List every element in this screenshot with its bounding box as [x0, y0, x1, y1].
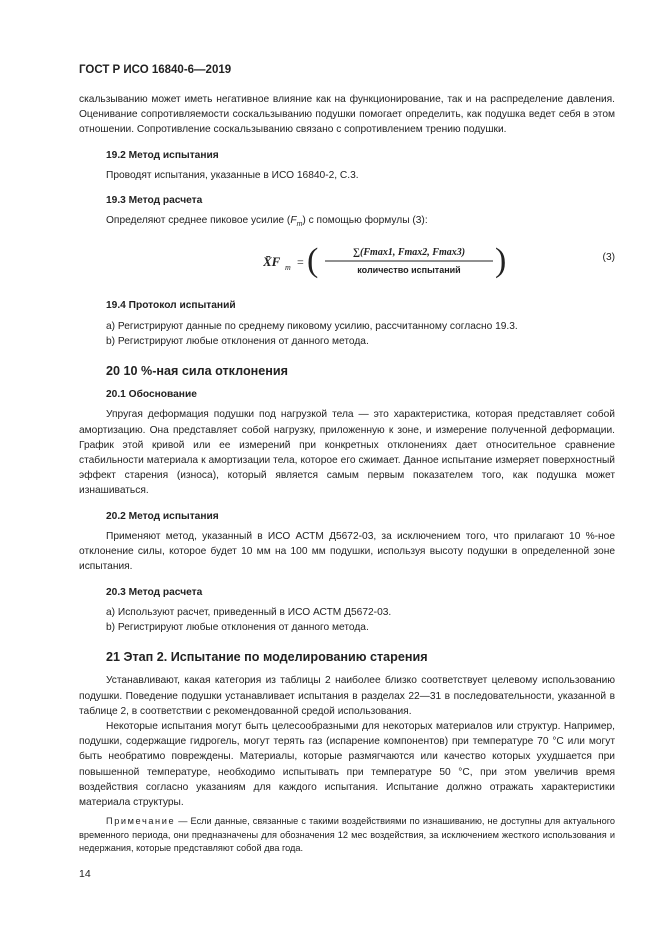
section-19-3-text	[79, 213, 615, 232]
formula-graphic	[263, 238, 513, 284]
formula-equals: =	[297, 255, 304, 270]
force-variable: F	[290, 215, 297, 227]
formula-lhs: X̄F	[263, 254, 281, 270]
intro-paragraph: скальзыванию может иметь негативное влияние как на функционирование, так и на распределение давления. Оценивание сопротивляемости соскальзыванию подушки помогает определить, как подушка ведет себя в этом отношении. Сопротивление соскальзыванию связано с сопротивлением трению подушки.	[79, 94, 615, 136]
formula-denominator: количество испытаний	[357, 265, 461, 276]
section-20-3-item-b: b) Регистрируют любые отклонения от данного метода.	[106, 621, 369, 633]
formula-left-paren: (	[307, 242, 319, 280]
section-20-2-title: 20.2 Метод испытания	[106, 510, 219, 522]
force-variable-subscript: m	[296, 221, 303, 229]
formula-lhs-subscript: m	[285, 263, 291, 273]
section-20-title: 20 10 %-ная сила отклонения	[106, 364, 288, 379]
formula-numerator: ∑(Fmax1, Fmax2, Fmax3)	[352, 247, 466, 259]
section-20-3-title: 20.3 Метод расчета	[106, 586, 203, 598]
section-20-3-item-a: а) Используют расчет, приведенный в ИСО АСТМ Д5672-03.	[106, 606, 392, 618]
note-text: — Если данные, связанные с такими воздействиями по изнашиванию, не доступны для актуального временного периода, они предназначены для обозначения 12 мес воздействия, за исключением жесткого использования и недержания, которые представляют собой два года.	[79, 816, 615, 854]
section-21-paragraph-1: Устанавливают, какая категория из таблицы 2 наиболее близко соответствует целевому использованию подушки. Поведение подушки устанавливает испытания в разделах 22—31 в последовательности, указанной в таблице 2, в соответствии с рекомендованной средой использования.	[79, 675, 615, 717]
document-body	[79, 92, 615, 856]
section-20-2-text: Применяют метод, указанный в ИСО АСТМ Д5672-03, за исключением того, что прилагают 10 %-ное отклонение силы, которое будет 10 мм на 100 мм подушки, используя высоту подушки в определенной зоне испытания.	[79, 530, 615, 573]
section-21-paragraph-2: Некоторые испытания могут быть целесообразными для некоторых материалов или структур. Например, подушки, содержащие гидрогель, могут терять газ (испарение компонентов) при температуре 70 °С или могут быть необратимо повреждены. Материалы, которые размягчаются или качество которых ухудшается при повышенной температуре, необходимо испытывать при температуре 50 °С, при этом увеличив время воздействия согласно указаниям для каждого испытания. Испытание должно отражать характеристики материала структуры.	[79, 720, 615, 808]
section-19-4-item-b: b) Регистрируют любые отклонения от данного метода.	[106, 335, 369, 347]
section-19-2-title: 19.2 Метод испытания	[106, 149, 219, 161]
formula-intro-after: ) с помощью формулы (3):	[302, 215, 428, 227]
section-20-1-text: Упругая деформация подушки под нагрузкой тела — это характеристика, которая представляет собой амортизацию. Она представляет собой нагрузку, приложенную к зоне, и измерение полученной деформации. График этой кривой или ее измерений при конкретных отклонениях дает относительное сравнение стабильности материала к амортизации тела, которое его сжимает. Данное испытание измеряет поверхностный эффект старения (износа), который является самым первым показателем того, как подушка может изнашиваться.	[79, 409, 615, 497]
section-19-4-title: 19.4 Протокол испытаний	[106, 300, 236, 312]
document-header: ГОСТ Р ИСО 16840-6—2019	[79, 64, 232, 76]
formula-right-paren: )	[495, 242, 507, 280]
section-19-3-title: 19.3 Метод расчета	[106, 195, 203, 207]
page-number: 14	[79, 868, 91, 880]
section-21-note	[79, 815, 615, 856]
note-label: Примечание	[106, 816, 176, 827]
section-19-2-text: Проводят испытания, указанные в ИСО 16840-2, С.3.	[106, 169, 359, 181]
section-21-title: 21 Этап 2. Испытание по моделированию старения	[106, 650, 428, 665]
section-19-4-item-a: а) Регистрируют данные по среднему пиковому усилию, рассчитанному согласно 19.3.	[106, 320, 518, 332]
section-20-1-title: 20.1 Обоснование	[106, 389, 197, 401]
formula-3	[79, 238, 615, 288]
formula-number: (3)	[602, 252, 615, 264]
formula-intro-before: Определяют среднее пиковое усилие (	[106, 215, 291, 227]
